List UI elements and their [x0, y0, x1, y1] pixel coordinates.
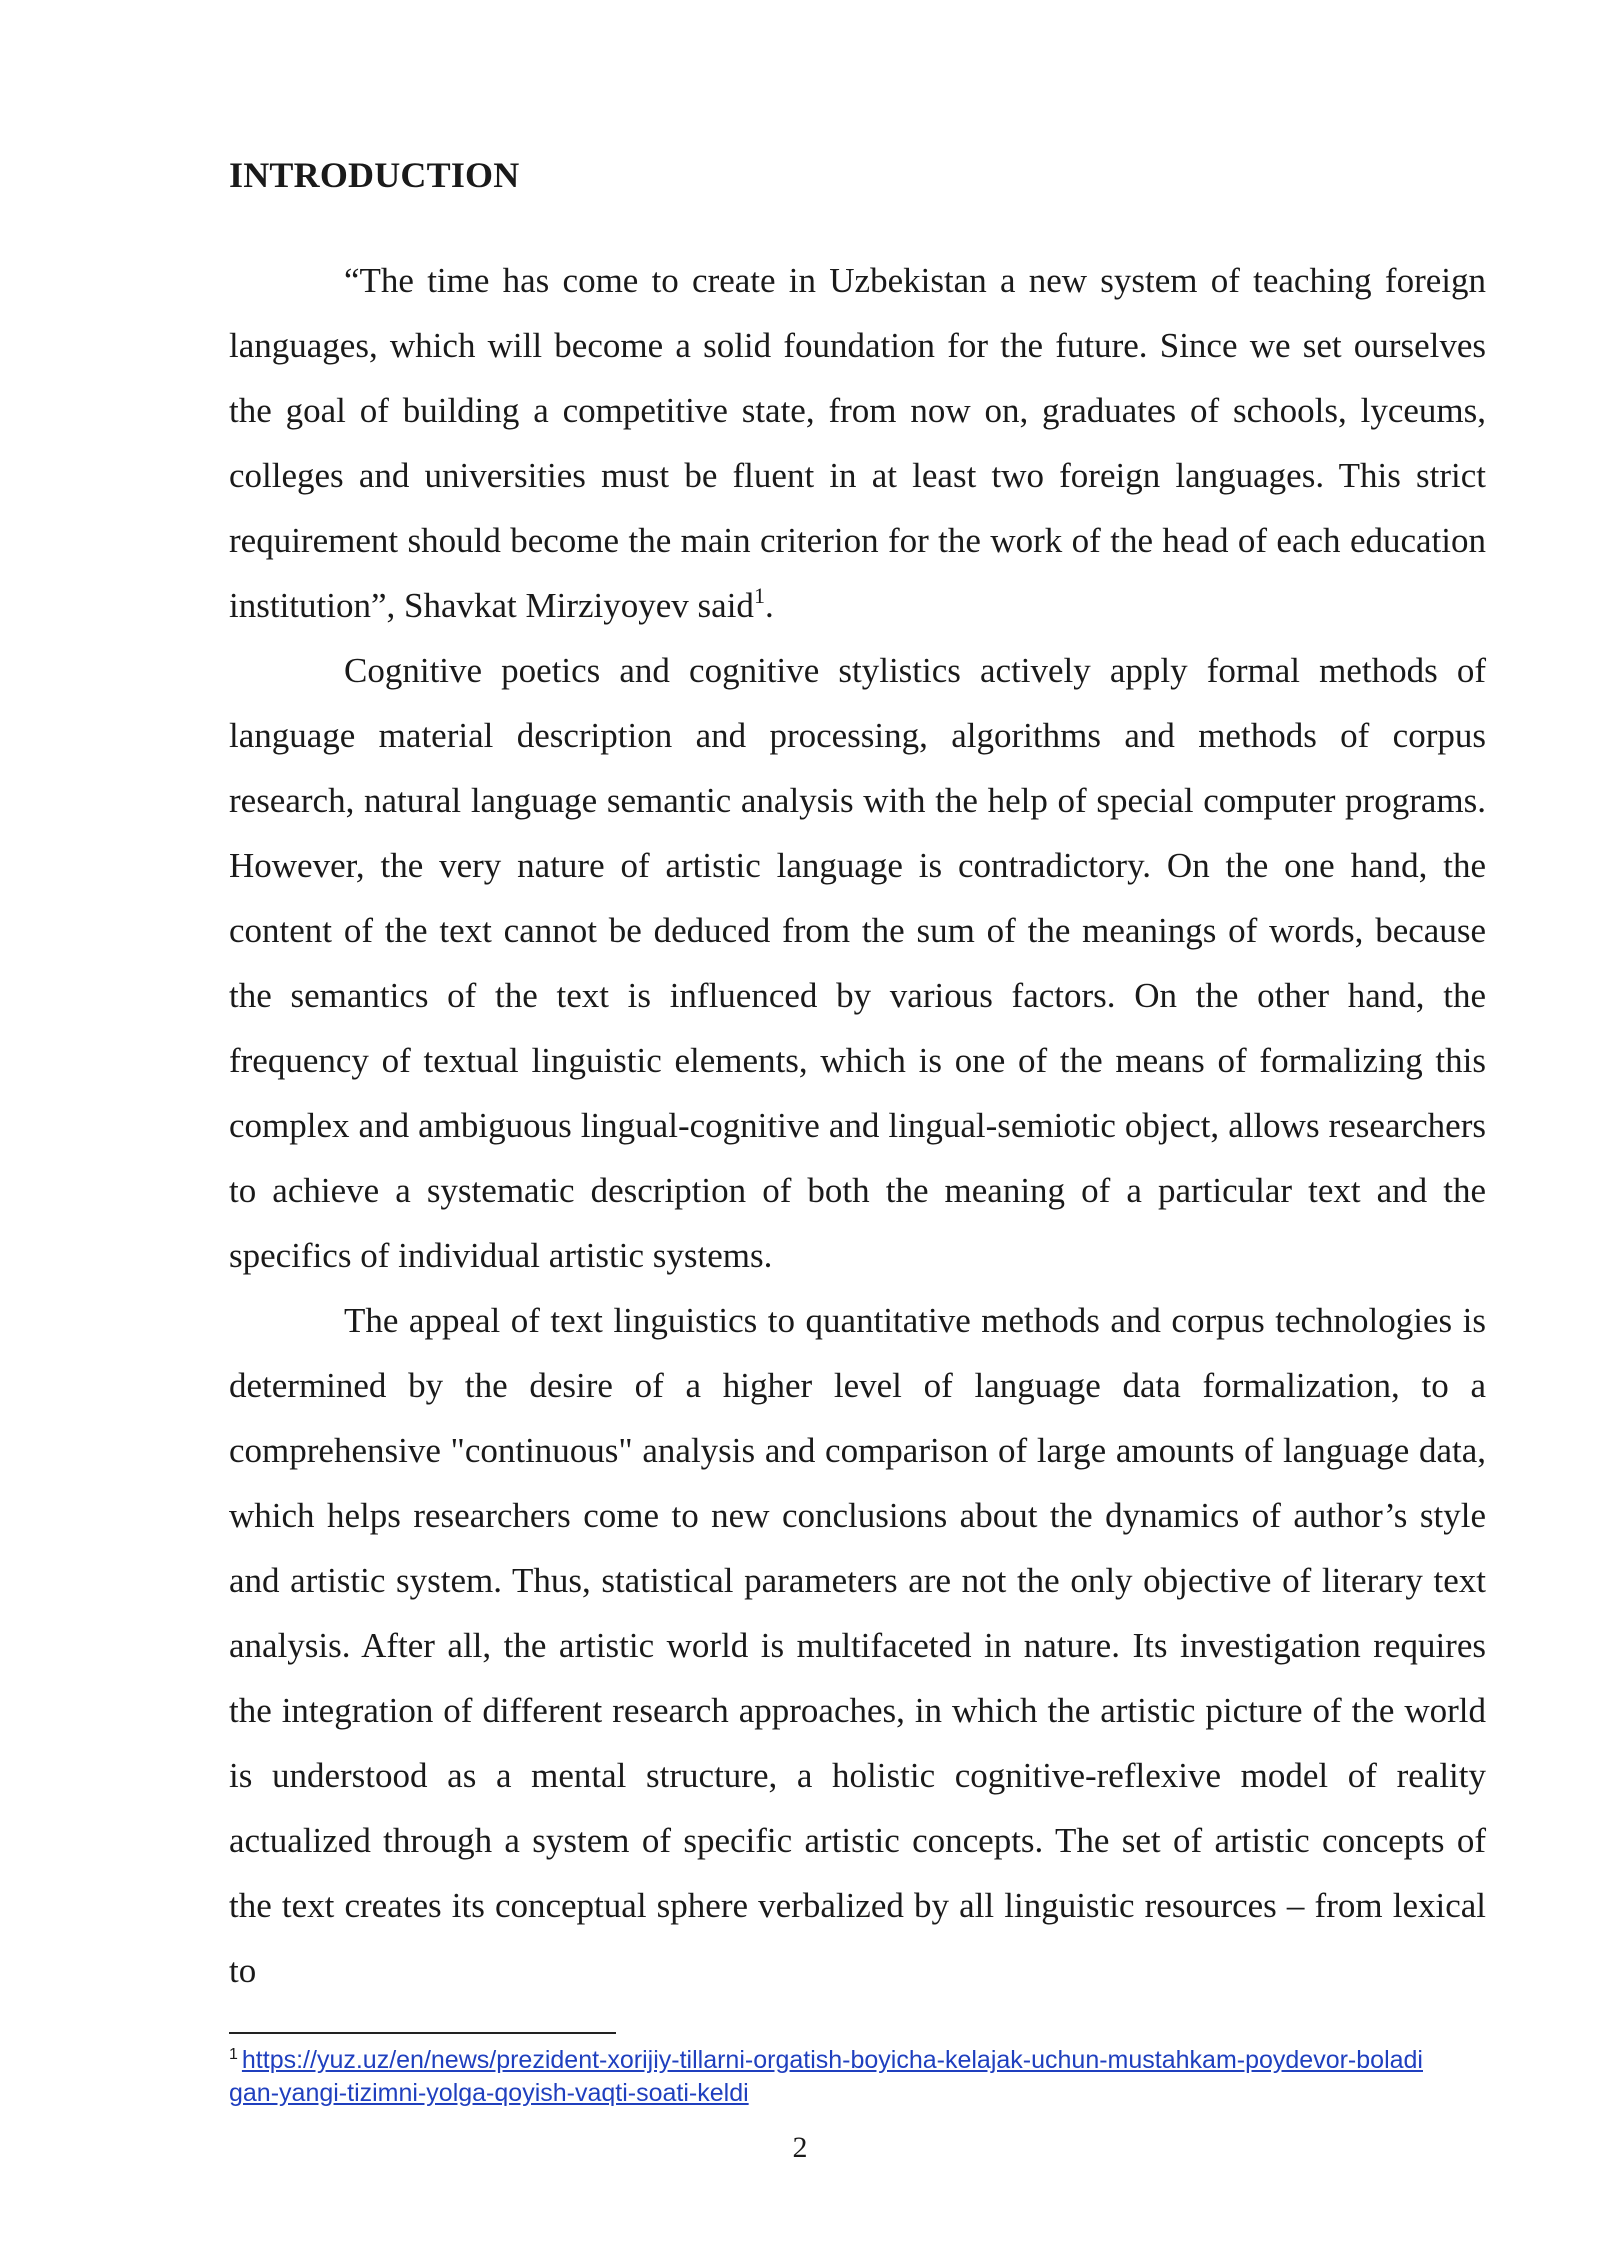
paragraph-text-linguistics: The appeal of text linguistics to quantitative methods and corpus technologies is determined by the desire of a higher level of language data formalization, to a comprehensive "continuous" analysis and comparison of large amounts of language data, which helps researchers come to new conclusions about the dynamics of author’s style and artistic system. Thus, statistical parameters are not the only objective of literary text analysis. After all, the artistic world is multifaceted in nature. Its investigation requires the integration of different research approaches, in which the artistic picture of the world is understood as a mental structure, a holistic cognitive-reflexive model of reality actualized through a system of specific artistic concepts. The set of artistic concepts of the text creates its conceptual sphere verbalized by all linguistic resources – from lexical to [229, 1301, 1486, 1990]
footnote [229, 2044, 1429, 2110]
page-number: 2 [792, 2131, 808, 2164]
paragraph-text: “The time has come to create in Uzbekistan a new system of teaching foreign languages, which will become a solid foundation for the future. Since we set ourselves the goal of building a competitive state, from now on, graduates of schools, lyceums, colleges and universities must be fluent in at least two foreign languages. This strict requirement should become the main criterion for the work of the head of each education institution”, Shavkat Mirziyoyev said [229, 261, 1486, 625]
footnote-reference[interactable]: 1 [753, 583, 765, 608]
footnote-separator [229, 2032, 616, 2034]
footnote-link[interactable]: https://yuz.uz/en/news/prezident-xorijiy-tillarni-orgatish-boyicha-kelajak-uchun-mustahkam-poydevor-boladigan-yangi-tizimni-yolga-qoyish-vaqti-soati-keldi [229, 2046, 1423, 2107]
paragraph-cognitive-poetics: Cognitive poetics and cognitive stylistics actively apply formal methods of language material description and processing, algorithms and methods of corpus research, natural language semantic analysis with the help of special computer programs. However, the very nature of artistic language is contradictory. On the one hand, the content of the text cannot be deduced from the sum of the meanings of words, because the semantics of the text is influenced by various factors. On the other hand, the frequency of textual linguistic elements, which is one of the means of formalizing this complex and ambiguous lingual-cognitive and lingual-semiotic object, allows researchers to achieve a systematic description of both the meaning of a particular text and the specifics of individual artistic systems. [229, 651, 1486, 1275]
paragraph-quote [229, 248, 1486, 638]
document-body [229, 150, 1486, 2003]
paragraph-tail: . [764, 586, 774, 625]
footnote-marker: 1 [229, 2046, 238, 2063]
section-heading: INTRODUCTION [229, 155, 520, 195]
